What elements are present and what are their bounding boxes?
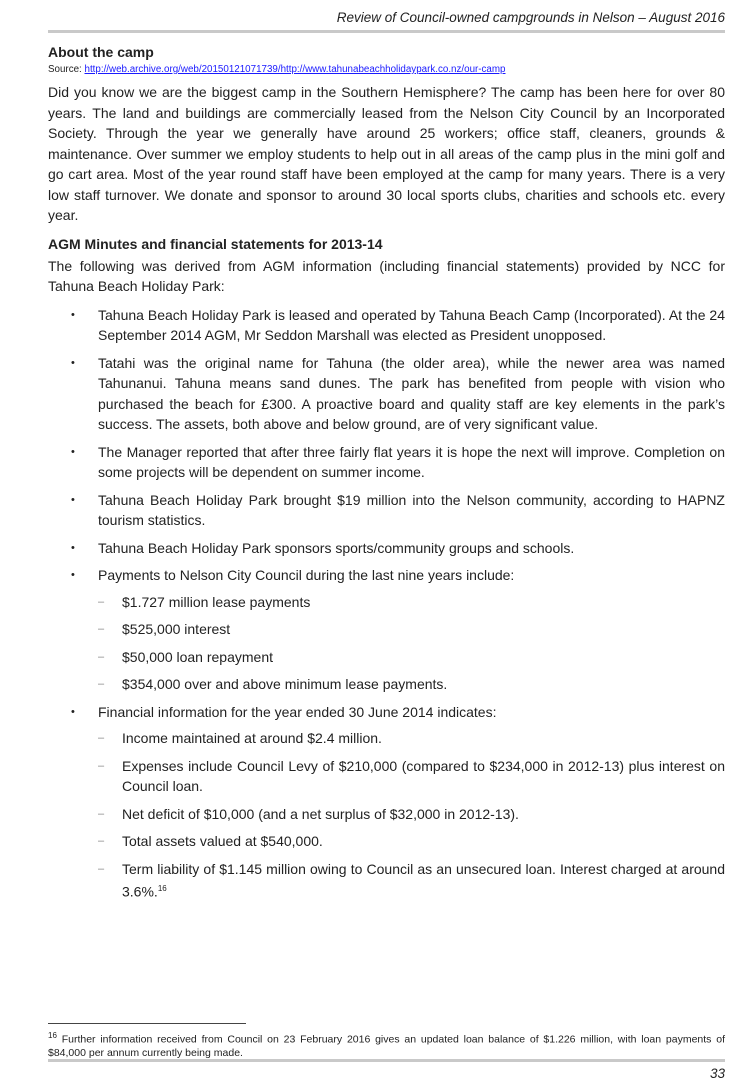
sub-item <box>98 831 725 852</box>
footnote-reference[interactable]: 16 <box>157 884 167 893</box>
bullet-text: Tahuna Beach Holiday Park is leased and operated by Tahuna Beach Camp (Incorporated). At the 24 September 2014 AGM, Mr Seddon Marshall was elected as President unopposed. <box>98 306 725 343</box>
bullet-icon: • <box>71 356 75 369</box>
sub-item <box>98 647 725 668</box>
footnote-number: 16 <box>48 1031 57 1040</box>
sub-item <box>98 592 725 613</box>
bullet-item <box>48 305 725 346</box>
sub-item-text: Income maintained at around $2.4 million. <box>122 730 382 746</box>
sub-item-text: $525,000 interest <box>122 621 231 637</box>
footnote-rule <box>48 1023 246 1024</box>
sub-item-text: $1.727 million lease payments <box>122 593 311 610</box>
bullet-text: Tatahi was the original name for Tahuna (the older area), while the newer area was named Tahunanui. Tahuna means sand dunes. The park has benefited from people with vision who purchased the beach for £300. A proactive board and quality staff are key elements in the park’s success. The assets, both above and below ground, are of very significant value. <box>98 354 725 432</box>
sub-item-text: $50,000 loan repayment <box>122 648 273 665</box>
bullet-item <box>48 442 725 483</box>
bullet-item <box>48 490 725 531</box>
bullet-item <box>48 538 725 559</box>
sub-item-text: Term liability of $1.145 million owing to Council as an unsecured loan. Interest charged at around 3.6%. <box>122 860 725 900</box>
dash-icon: – <box>98 623 105 635</box>
bullet-item <box>48 702 725 903</box>
about-heading: About the camp <box>48 44 154 60</box>
bullet-item <box>48 565 725 695</box>
bullet-text: The Manager reported that after three fairly flat years it is hope the next will improve. Completion on some projects will be dependent on summer income. <box>98 443 725 480</box>
bullet-item <box>48 353 725 435</box>
bullet-text: Tahuna Beach Holiday Park brought $19 million into the Nelson community, according to HAPNZ tourism statistics. <box>98 491 725 528</box>
sub-item <box>98 674 725 695</box>
dash-icon: – <box>98 807 105 820</box>
source-label: Source: <box>48 64 85 75</box>
bullet-text: Payments to Nelson City Council during the last nine years include: <box>98 567 515 583</box>
dash-icon: – <box>98 862 105 875</box>
sub-item <box>98 619 725 640</box>
dash-icon: – <box>98 759 105 772</box>
source-link[interactable]: http://web.archive.org/web/20150121071739/http://www.tahunabeachholidaypark.co.nz/our-camp <box>84 64 506 75</box>
bullet-icon: • <box>71 705 75 718</box>
dash-icon: – <box>98 678 105 690</box>
running-header: Review of Council-owned campgrounds in Nelson – August 2016 <box>336 10 725 25</box>
bullet-icon: • <box>71 541 75 554</box>
source-line <box>48 64 725 75</box>
footnote <box>48 1029 725 1060</box>
sub-item <box>98 728 725 749</box>
bullet-text: Financial information for the year ended 30 June 2014 indicates: <box>98 703 497 720</box>
page-content <box>48 38 725 909</box>
agm-heading: AGM Minutes and financial statements for 2013-14 <box>48 235 383 252</box>
bullet-icon: • <box>71 569 75 581</box>
sub-item <box>98 859 725 903</box>
about-paragraph: Did you know we are the biggest camp in the Southern Hemisphere? The camp has been here for over 80 years. The land and buildings are commercially leased from the Nelson City Council by an Incorporated Society. Through the year we generally have around 25 workers; office staff, cleaners, grounds & maintenance. Over summer we employ students to help out in all areas of the camp plus in the mini golf and go cart area. Most of the year round staff have been employed at the camp for many years. There is a very low staff turnover. We donate and sponsor to around 30 local sports clubs, charities and schools etc. every year. <box>48 84 725 223</box>
dash-icon: – <box>98 595 105 608</box>
payments-sublist <box>98 592 725 695</box>
footnote-text: Further information received from Council on 23 February 2016 gives an updated loan balance of $1.226 million, with loan payments of $84,000 per annum currently being made. <box>48 1033 725 1059</box>
sub-item-text: $354,000 over and above minimum lease payments. <box>122 676 448 692</box>
agm-intro: The following was derived from AGM information (including financial statements) provided by NCC for Tahuna Beach Holiday Park: <box>48 257 725 294</box>
dash-icon: – <box>98 650 105 663</box>
bullet-icon: • <box>71 445 75 458</box>
footer-rule <box>48 1059 725 1062</box>
dash-icon: – <box>98 732 105 744</box>
sub-item-text: Net deficit of $10,000 (and a net surplus of $32,000 in 2012-13). <box>122 805 519 822</box>
dash-icon: – <box>98 835 105 847</box>
sub-item-text: Expenses include Council Levy of $210,000 (compared to $234,000 in 2012-13) plus interest on Council loan. <box>122 757 725 794</box>
bullet-icon: • <box>71 493 75 506</box>
sub-item <box>98 804 725 825</box>
agm-bullet-list <box>48 305 725 903</box>
bullet-text: Tahuna Beach Holiday Park sponsors sports/community groups and schools. <box>98 539 575 556</box>
sub-item-text: Total assets valued at $540,000. <box>122 833 323 849</box>
header-rule <box>48 30 725 33</box>
bullet-icon: • <box>71 308 75 321</box>
sub-item <box>98 756 725 797</box>
financial-sublist <box>98 728 725 902</box>
page-number: 33 <box>709 1066 725 1081</box>
